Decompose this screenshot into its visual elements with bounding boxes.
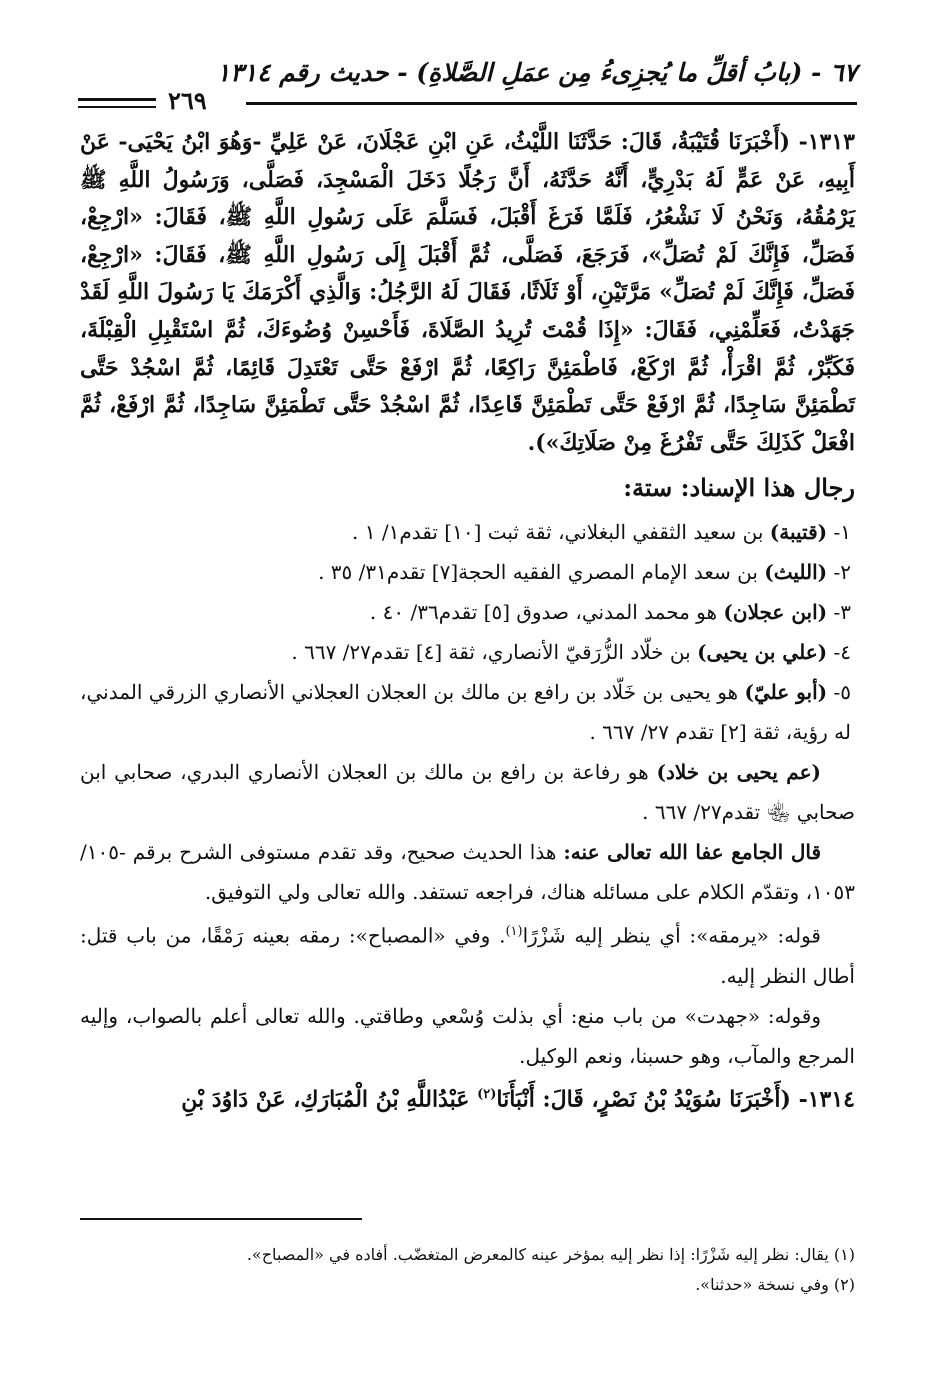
header-rule bbox=[78, 98, 156, 101]
note-yarmuquh bbox=[80, 912, 855, 996]
comment-lead: قال الجامع عفا الله تعالى عنه: bbox=[563, 840, 822, 865]
section-title: رجال هذا الإسناد: ستة: bbox=[623, 473, 855, 503]
footnote-separator bbox=[80, 1218, 362, 1220]
note-jahadtu: وقوله: «جهدت» من باب منع: أي بذلت وُسْعي وطاقتي. والله تعالى أعلم بالصواب، وإليه المرجع والمآب، وهو حسبنا، ونعم الوكيل. bbox=[80, 1004, 855, 1068]
narrator-text: هو يحيى بن خَلّاد بن رافع بن مالك بن العجلان العجلاني الأنصاري الزرقي المدني، له رؤية، ثقة [٢] تقدم ٢٧/ ٦٦٧ . bbox=[80, 680, 851, 745]
uncle-paragraph bbox=[80, 752, 855, 832]
footnote-ref[interactable]: (١) bbox=[505, 924, 523, 940]
narrator-number: ٣- bbox=[833, 600, 851, 625]
footnote-ref[interactable]: (٢) bbox=[477, 1087, 497, 1102]
footnotes bbox=[80, 1240, 855, 1300]
note-text: قوله: «يرمقه»: أي ينظر إليه شَزْرًا bbox=[522, 924, 821, 948]
comment-text: هذا الحديث صحيح، وقد تقدم مستوفى الشرح برقم -١٠٥/ ١٠٥٣، وتقدّم الكلام على مسائله هناك، فراجعه تستفد. والله تعالى ولي التوفيق. bbox=[80, 840, 855, 905]
hadith-1314 bbox=[80, 1076, 855, 1119]
header-title: ٦٧ - (بابُ أقلِّ ما يُجزِىءُ مِن عمَلِ الصَّلاةِ) - حديث رقم ١٣١٤ bbox=[216, 58, 857, 87]
uncle-name: (عم يحيى بن خلاد) bbox=[656, 760, 822, 785]
narrator-item bbox=[80, 632, 855, 672]
comment-paragraph bbox=[80, 832, 855, 912]
narrator-text: بن سعد الإمام المصري الفقيه الحجة[٧] تقدم٣١/ ٣٥ . bbox=[318, 560, 758, 585]
narrator-text: بن خلّاد الزُّرَقيّ الأنصاري، ثقة [٤] تقدم٢٧/ ٦٦٧ . bbox=[291, 640, 691, 665]
narrator-name: (الليث) bbox=[764, 560, 828, 585]
narrator-item bbox=[80, 512, 855, 552]
narrator-text: بن سعيد الثقفي البغلاني، ثقة ثبت [١٠] تقدم١/ ١ . bbox=[352, 520, 764, 545]
narrator-name: (علي بن يحيى) bbox=[697, 640, 828, 665]
hadith-text: ١٣١٤- (أَخْبَرَنَا سُوَيْدُ بْنُ نَصْرٍ، قَالَ: أَنْبَأَنَا bbox=[496, 1086, 855, 1113]
footnote-1: (١) يقال: نظر إليه شَزْرًا: إذا نظر إليه بمؤخر عينه كالمعرض المتغضّب. أفاده في «المصباح». bbox=[246, 1245, 855, 1264]
narrator-name: (أبو عليّ) bbox=[744, 680, 828, 705]
narrator-item bbox=[80, 552, 855, 592]
footnote-2: (٢) وفي نسخة «حدثنا». bbox=[695, 1275, 855, 1294]
hadith-1313: ١٣١٣- (أَخْبَرَنَا قُتَيْبَةُ، قَالَ: حَدَّثَنَا اللَّيْثُ، عَنِ ابْنِ عَجْلَانَ، عَنْ عَلِيِّ -وَهُوَ ابْنُ يَحْيَى- عَنْ أَبِيهِ، عَنْ عَمٍّ لَهُ بَدْرِيٍّ، أَنَّهُ حَدَّثَهُ، أَنَّ رَجُلًا دَخَلَ الْمَسْجِدَ، فَصَلَّى، وَرَسُولُ اللَّهِ ﷺ يَرْمُقُهُ، وَنَحْنُ لَا نَشْعُرُ، فَلَمَّا فَرَغَ أَقْبَلَ، فَسَلَّمَ عَلَى رَسُولِ اللَّهِ ﷺ، فَقَالَ: «ارْجِعْ، فَصَلِّ، فَإِنَّكَ لَمْ تُصَلِّ»، فَرَجَعَ، فَصَلَّى، ثُمَّ أَقْبَلَ إِلَى رَسُولِ اللَّهِ ﷺ، فَقَالَ: «ارْجِعْ، فَصَلِّ، فَإِنَّكَ لَمْ تُصَلِّ» مَرَّتَيْنِ، أَوْ ثَلَاثًا، فَقَالَ لَهُ الرَّجُلُ: وَالَّذِي أَكْرَمَكَ يَا رَسُولَ اللَّهِ لَقَدْ جَهَدْتُ، فَعَلِّمْنِي، فَقَالَ: «إِذَا قُمْتَ تُرِيدُ الصَّلَاةَ، فَأَحْسِنْ وُضُوءَكَ، ثُمَّ اسْتَقْبِلِ الْقِبْلَةَ، فَكَبِّرْ، ثُمَّ اقْرَأْ، ثُمَّ ارْكَعْ، فَاطْمَئِنَّ رَاكِعًا، ثُمَّ ارْفَعْ حَتَّى تَعْتَدِلَ قَائِمًا، ثُمَّ اسْجُدْ حَتَّى تَطْمَئِنَّ سَاجِدًا، ثُمَّ ارْفَعْ حَتَّى تَطْمَئِنَّ قَاعِدًا، ثُمَّ اسْجُدْ حَتَّى تَطْمَئِنَّ سَاجِدًا، ثُمَّ ارْفَعْ، ثُمَّ افْعَلْ كَذَلِكَ حَتَّى تَفْرُغَ مِنْ صَلَاتِكَ»). bbox=[80, 129, 855, 456]
narrator-text: هو محمد المدني، صدوق [٥] تقدم٣٦/ ٤٠ . bbox=[369, 600, 718, 625]
narrator-name: (قتيبة) bbox=[769, 520, 828, 545]
running-header bbox=[78, 58, 857, 116]
uncle-text: هو رفاعة بن رافع بن مالك بن العجلان الأنصاري البدري، صحابي ابن صحابي ﵄ تقدم٢٧/ ٦٦٧ . bbox=[80, 760, 855, 825]
header-rule bbox=[246, 102, 857, 105]
hadith-text: عَبْدُاللَّهِ بْنُ الْمُبَارَكِ، عَنْ دَاوُدَ بْنِ bbox=[181, 1086, 470, 1113]
narrator-item bbox=[80, 592, 855, 632]
narrator-number: ٥- bbox=[833, 680, 852, 705]
narrator-number: ٢- bbox=[833, 560, 851, 585]
header-rule bbox=[78, 106, 156, 108]
narrator-item bbox=[80, 672, 855, 752]
narrator-number: ١- bbox=[833, 520, 851, 545]
narrator-number: ٤- bbox=[833, 640, 851, 665]
page-body bbox=[80, 124, 855, 1119]
narrator-name: (ابن عجلان) bbox=[723, 600, 828, 625]
note-text: . وفي «المصباح»: رمقه بعينه رَمْقًا، من باب قتل: أطال النظر إليه. bbox=[80, 924, 855, 988]
page-number: ٢٦٩ bbox=[168, 86, 207, 115]
